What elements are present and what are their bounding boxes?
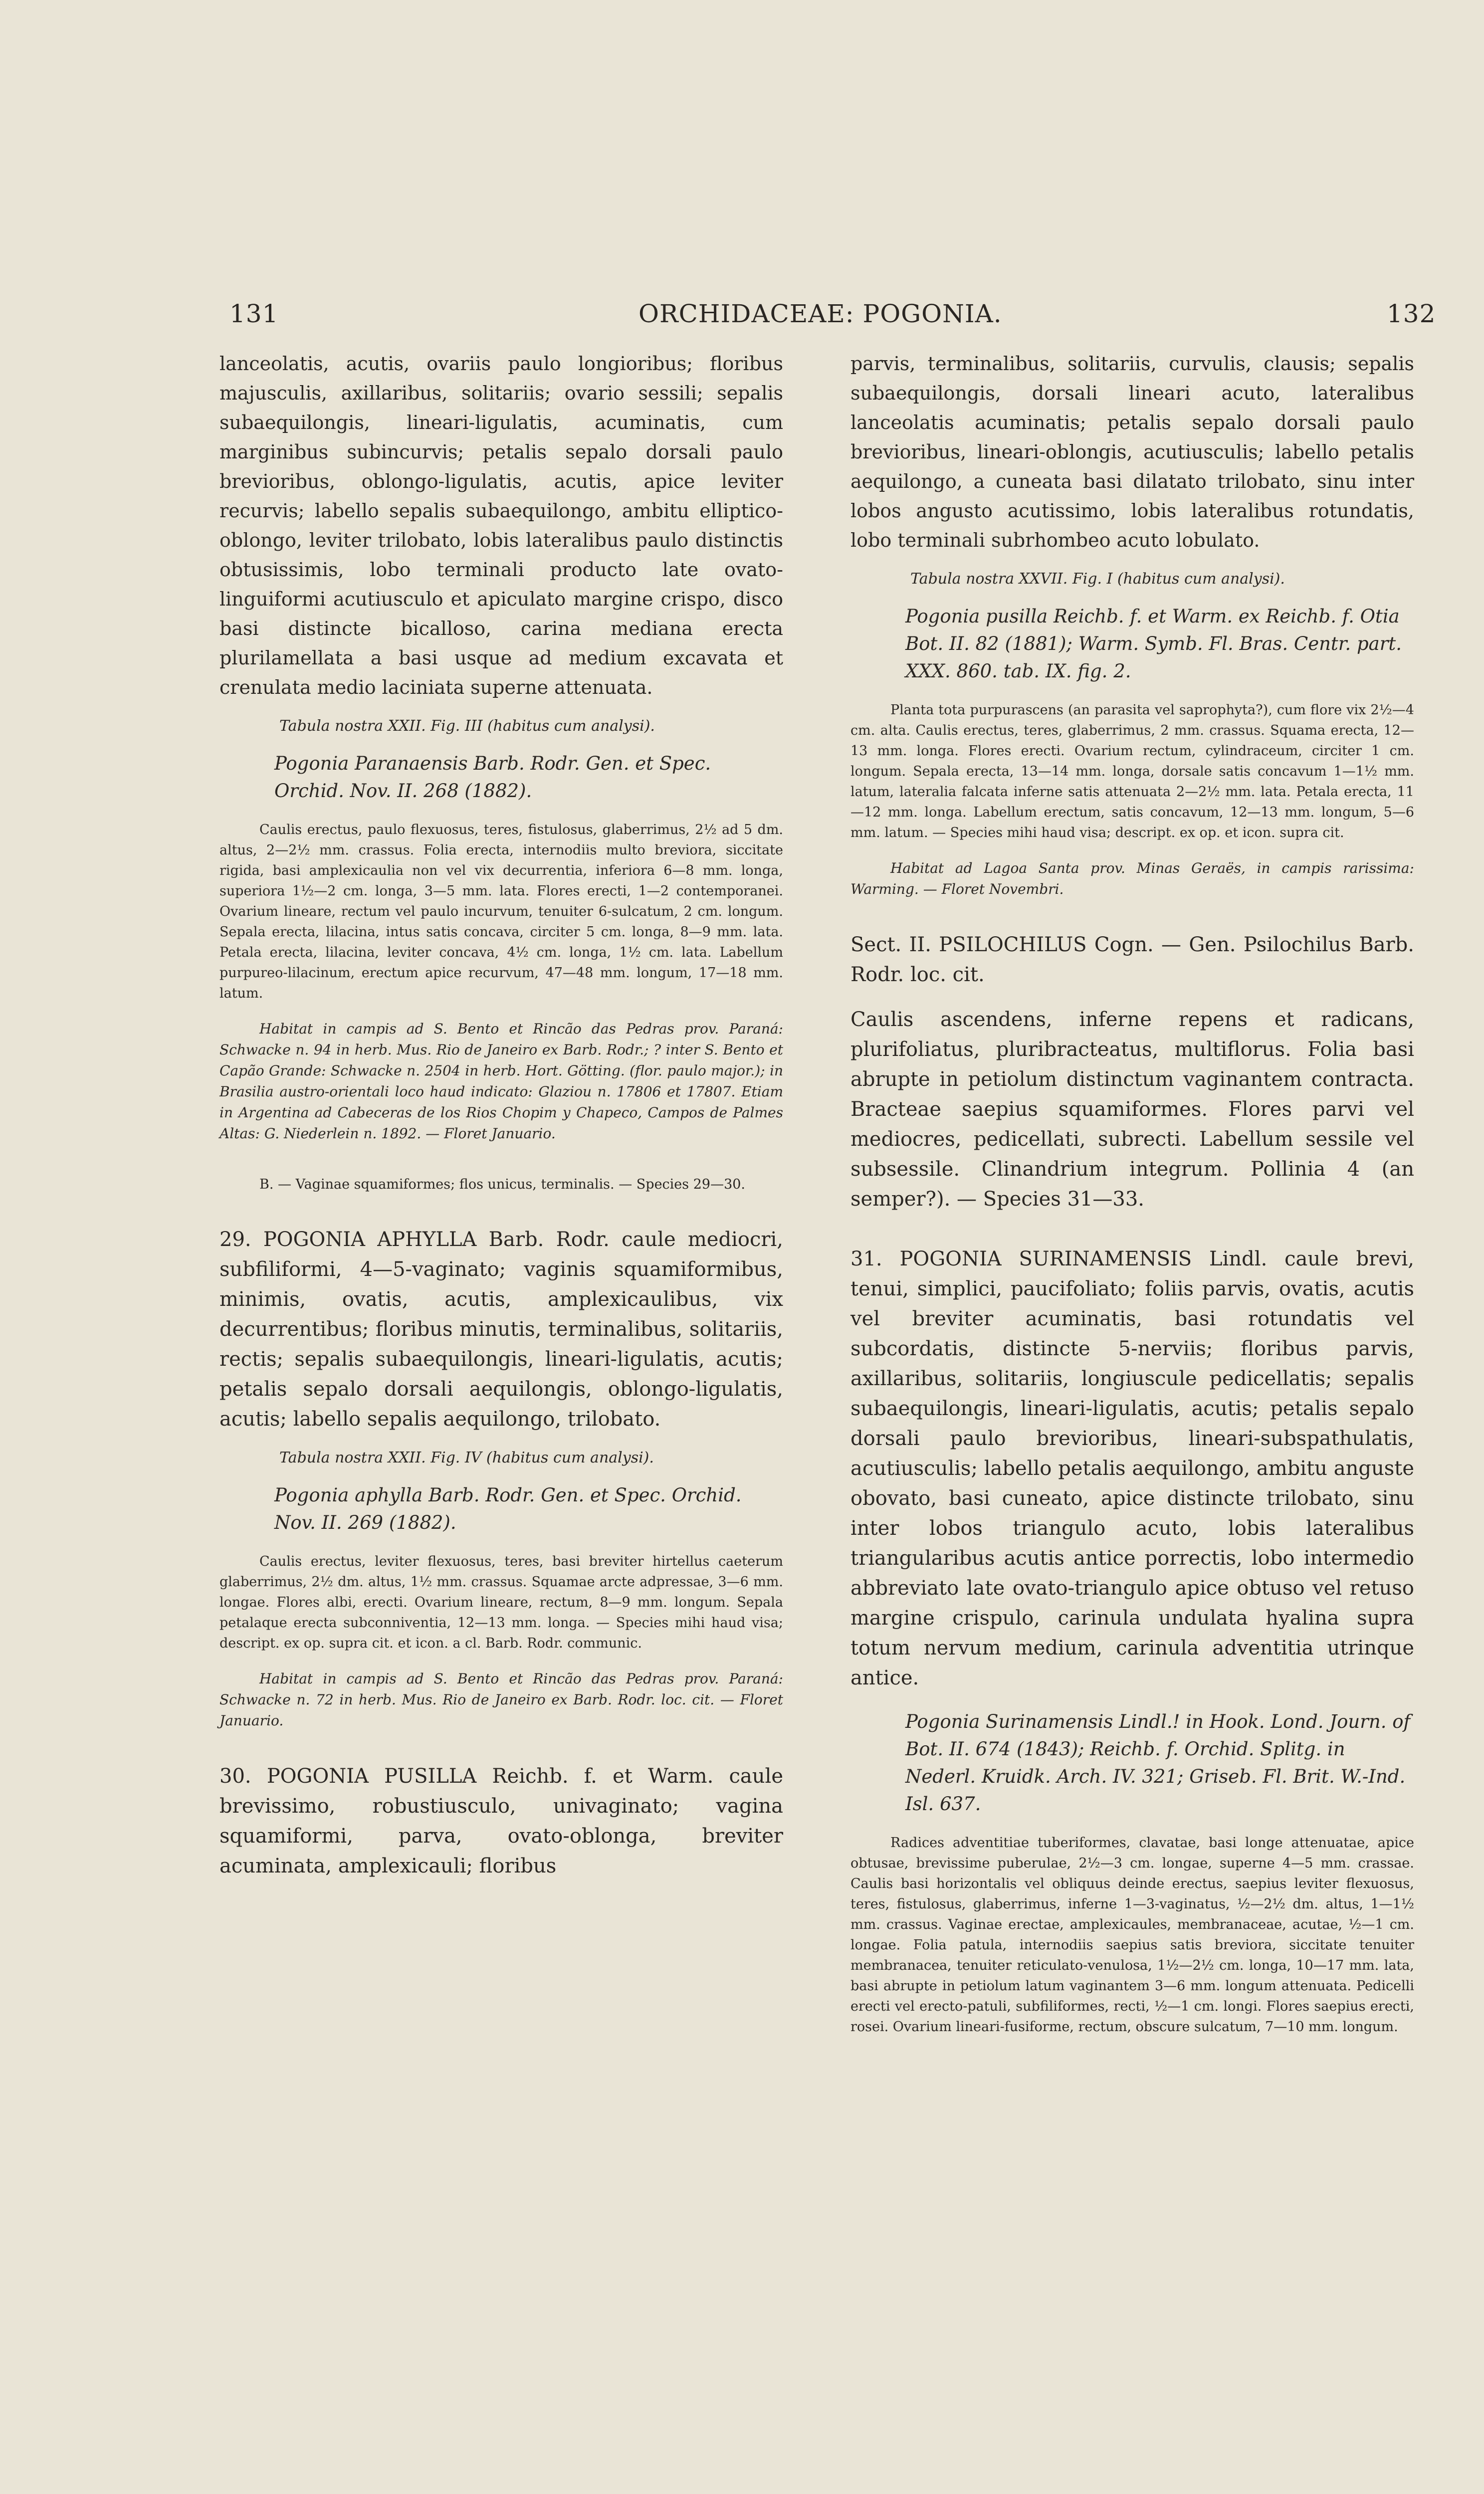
habitat-note: Habitat in campis ad S. Bento et Rincão das Pedras prov. Paraná: Schwacke n. 94 in herb. Mus. Rio de Janeiro ex Barb. Rodr.; ? inter S. Bento et Capão Grande: Schwacke n. 2504 in herb. Hort. Götting. (flor. paulo major.); in Brasilia austro-orientali loco haud indicato: Glaziou n. 17806 et 17807. Etiam in Argentina ad Cabeceras de los Rios Chopim y Chapeco, Campos de Palmes Altas: G. Niederlein n. 1892. — Floret Januario. bbox=[219, 1021, 783, 1142]
species-30-diagnosis: 30. POGONIA PUSILLA Reichb. f. et Warm. caule brevissimo, robustiusculo, univaginato; vagina squamiformi, parva, ovato-oblonga, breviter acuminata, amplexicauli; floribus bbox=[219, 1765, 783, 1877]
running-title: ORCHIDACEAE: POGONIA. bbox=[638, 299, 1002, 328]
description-paragraph: parvis, terminalibus, solitariis, curvulis, clausis; sepalis subaequilongis, dorsali lineari acuto, lateralibus lanceolatis acuminatis; petalis sepalo dorsali paulo brevioribus, lineari-oblongis, acutiusculis; labello petalis aequilongo, a cuneata basi dilatato trilobato, sinu inter lobos angusto acutissimo, lobis lateralibus rotundatis, lobo terminali subrhombeo acuto lobulato. bbox=[850, 353, 1414, 551]
species-description: Planta tota purpurascens (an parasita vel saprophyta?), cum flore vix 2½—4 cm. alta. Caulis erectus, teres, glaberrimus, 2 mm. crassus. Squama erecta, 12—13 mm. longa. Flores erecti. Ovarium rectum, cylindraceum, circiter 1 cm. longum. Sepala erecta, 13—14 mm. longa, dorsale satis concavum 1—1½ mm. latum, lateralia falcata inferne satis attenuata 2—2½ mm. lata. Petala erecta, 11—12 mm. longa. Labellum erectum, satis concavum, 12—13 mm. longum, 5—6 mm. latum. — Species mihi haud visa; descript. ex op. et icon. supra cit. bbox=[850, 702, 1414, 840]
section-heading-b: B. — Vaginae squamiformes; flos unicus, terminalis. — Species 29—30. bbox=[259, 1177, 746, 1192]
section-heading-psilochilus: Sect. II. PSILOCHILUS Cogn. — Gen. Psilochilus Barb. Rodr. loc. cit. bbox=[850, 933, 1414, 986]
page-number-right: 132 bbox=[1387, 299, 1436, 328]
species-29-diagnosis: 29. POGONIA APHYLLA Barb. Rodr. caule mediocri, subfiliformi, 4—5-vaginato; vaginis squamiformibus, minimis, ovatis, acutis, amplexicaulibus, vix decurrentibus; floribus minutis, terminalibus, solitariis, rectis; sepalis subaequilongis, lineari-ligulatis, acutis; petalis sepalo dorsali aequilongis, oblongo-ligulatis, acutis; labello sepalis aequilongo, trilobato. bbox=[219, 1228, 783, 1431]
literature-reference: Pogonia pusilla Reichb. f. et Warm. ex Reichb. f. Otia Bot. II. 82 (1881); Warm. Symb. Fl. Bras. Centr. part. XXX. 860. tab. IX. fig. 2. bbox=[905, 606, 1402, 682]
literature-reference: Pogonia Surinamensis Lindl.! in Hook. Lond. Journ. of Bot. II. 674 (1843); Reichb. f. Orchid. Splitg. in Nederl. Kruidk. Arch. IV. 321; Griseb. Fl. Brit. W.-Ind. Isl. 637. bbox=[905, 1711, 1411, 1815]
habitat-note: Habitat ad Lagoa Santa prov. Minas Geraës, in campis rarissima: Warming. — Floret Novembri. bbox=[850, 860, 1414, 897]
plate-reference: Tabula nostra XXII. Fig. III (habitus cum analysi). bbox=[279, 717, 655, 735]
description-paragraph: lanceolatis, acutis, ovariis paulo longioribus; floribus majusculis, axillaribus, solitariis; ovario sessili; sepalis subaequilongis, lineari-ligulatis, acuminatis, cum marginibus subincurvis; petalis sepalo dorsali paulo brevioribus, oblongo-ligulatis, acutis, apice leviter recurvis; labello sepalis subaequilongo, ambitu elliptico-oblongo, leviter trilobato, lobis lateralibus paulo distinctis obtusissimis, lobo terminali producto late ovato-linguiformi acutiusculo et apiculato margine crispo, disco basi distincte bicalloso, carina mediana erecta plurilamellata a basi usque ad medium excavata et crenulata medio laciniata superne attenuata. bbox=[219, 353, 783, 698]
species-31-diagnosis: 31. POGONIA SURINAMENSIS Lindl. caule brevi, tenui, simplici, paucifoliato; foliis parvis, ovatis, acutis vel breviter acuminatis, basi rotundatis vel subcordatis, distincte 5-nerviis; floribus parvis, axillaribus, solitariis, longiuscule pedicellatis; sepalis subaequilongis, lineari-ligulatis, acutis; petalis sepalo dorsali paulo brevioribus, lineari-subspathulatis, acutiusculis; labello petalis aequilongo, ambitu anguste obovato, basi cuneato, apice distincte trilobato, sinu inter lobos triangulo acuto, lobis lateralibus triangularibus acutis antice porrectis, lobo intermedio abbreviato late ovato-triangulo apice obtuso vel retuso margine crispulo, carinula undulata hyalina supra totum nervum medium, carinula adventitia utrinque antice. bbox=[850, 1247, 1414, 1689]
habitat-note: Habitat in campis ad S. Bento et Rincão das Pedras prov. Paraná: Schwacke n. 72 in herb. Mus. Rio de Janeiro ex Barb. Rodr. loc. cit. — Floret Januario. bbox=[219, 1670, 783, 1729]
literature-reference: Pogonia aphylla Barb. Rodr. Gen. et Spec. Orchid. Nov. II. 269 (1882). bbox=[274, 1484, 742, 1533]
right-column bbox=[850, 349, 1414, 2037]
literature-reference: Pogonia Paranaensis Barb. Rodr. Gen. et Spec. Orchid. Nov. II. 268 (1882). bbox=[274, 753, 711, 802]
species-description: Caulis erectus, leviter flexuosus, teres, basi breviter hirtellus caeterum glaberrimus, 2½ dm. altus, 1½ mm. crassus. Squamae arcte adpressae, 3—6 mm. longae. Flores albi, erecti. Ovarium lineare, rectum, 8—9 mm. longum. Sepala petalaque erecta subconniventia, 12—13 mm. longa. — Species mihi haud visa; descript. ex op. supra cit. et icon. a cl. Barb. Rodr. communic. bbox=[219, 1554, 783, 1651]
species-description: Caulis erectus, paulo flexuosus, teres, fistulosus, glaberrimus, 2½ ad 5 dm. altus, 2—2½ mm. crassus. Folia erecta, internodiis multo breviora, siccitate rigida, basi amplexicaulia non vel vix decurrentia, inferiora 6—8 mm. longa, superiora 1½—2 cm. longa, 3—5 mm. lata. Flores erecti, 1—2 contemporanei. Ovarium lineare, rectum vel paulo incurvum, tenuiter 6-sulcatum, 2 cm. longum. Sepala erecta, lilacina, intus satis concava, circiter 5 cm. longa, 8—9 mm. lata. Petala erecta, lilacina, leviter concava, 4½ cm. longa, 1½ cm. lata. Labellum purpureo-lilacinum, erectum apice recurvum, 47—48 mm. longum, 17—18 mm. latum. bbox=[219, 822, 783, 1001]
plate-reference: Tabula nostra XXVII. Fig. I (habitus cum analysi). bbox=[910, 570, 1285, 588]
left-column bbox=[219, 349, 783, 1881]
species-description: Radices adventitiae tuberiformes, clavatae, basi longe attenuatae, apice obtusae, brevissime puberulae, 2½—3 cm. longae, superne 4—5 mm. crassae. Caulis basi horizontalis vel obliquus deinde erectus, saepius leviter flexuosus, teres, fistulosus, glaberrimus, inferne 1—3-vaginatus, ½—2½ dm. altus, 1—1½ mm. crassus. Vaginae erectae, amplexicaules, membranaceae, acutae, ½—1 cm. longae. Folia patula, internodiis saepius satis breviora, siccitate tenuiter membranacea, tenuiter reticulato-venulosa, 1½—2½ cm. longa, 10—17 mm. lata, basi abrupte in petiolum latum vaginantem 3—6 mm. longum attenuata. Pedicelli erecti vel erecto-patuli, subfiliformes, recti, ½—1 cm. longi. Flores saepius erecti, rosei. Ovarium lineari-fusiforme, rectum, obscure sulcatum, 7—10 mm. longum. bbox=[850, 1835, 1414, 2035]
section-description: Caulis ascendens, inferne repens et radicans, plurifoliatus, pluribracteatus, multiflorus. Folia basi abrupte in petiolum distinctum vaginantem contracta. Bracteae saepius squamiformes. Flores parvi vel mediocres, pedicellati, subrecti. Labellum sessile vel subsessile. Clinandrium integrum. Pollinia 4 (an semper?). — Species 31—33. bbox=[850, 1008, 1414, 1211]
page-number-left: 131 bbox=[229, 299, 279, 328]
plate-reference: Tabula nostra XXII. Fig. IV (habitus cum analysi). bbox=[279, 1449, 654, 1466]
